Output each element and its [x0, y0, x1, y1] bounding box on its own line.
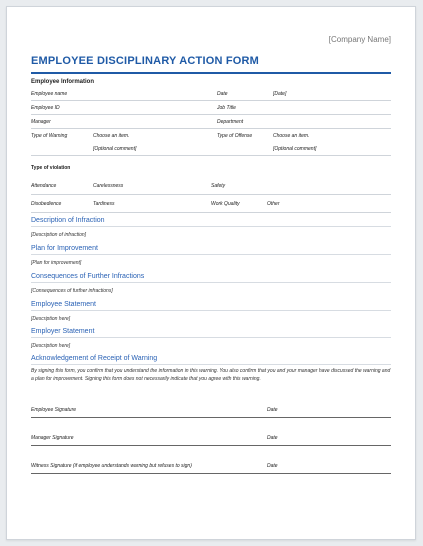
section-infraction-heading: [31, 217, 391, 227]
section-consequences-rule: [31, 282, 391, 283]
section-plan-rule: [31, 254, 391, 255]
witness-signature-date-label: Date: [267, 463, 278, 469]
violation-other[interactable]: Other: [267, 200, 280, 207]
witness-signature-label: Witness Signature (if employee understands warning but refuses to sign): [31, 463, 192, 469]
section-infraction-title: Description of Infraction: [31, 217, 105, 224]
job-title-label: Job Title: [217, 104, 236, 111]
section-plan-field[interactable]: [Plan for improvement]: [31, 260, 82, 266]
warning-comment-field[interactable]: [Optional comment]: [93, 145, 137, 152]
acknowledgement-rule: [31, 364, 391, 365]
company-name[interactable]: [Company Name]: [328, 35, 391, 44]
section-infraction-field[interactable]: [Description of infraction]: [31, 232, 87, 238]
employee-signature-date-label: Date: [267, 407, 278, 413]
offense-type-select[interactable]: Choose an item.: [273, 132, 310, 139]
violation-attendance[interactable]: Attendance: [31, 182, 57, 189]
warning-type-label: Type of Warning: [31, 132, 68, 139]
section-plan-heading: [31, 245, 391, 255]
violation-carelessness[interactable]: Carelessness: [93, 182, 124, 189]
date-label: Date: [217, 90, 228, 97]
department-label: Department: [217, 118, 244, 125]
violation-tardiness[interactable]: Tardiness: [93, 200, 115, 207]
violation-safety[interactable]: Safety: [211, 182, 226, 189]
info-row-id: [31, 101, 391, 115]
violation-work-quality[interactable]: Work Quality: [211, 200, 240, 207]
employee-signature-label: Employee Signature: [31, 407, 77, 413]
form-page: [6, 6, 416, 540]
employee-signature-line[interactable]: [31, 407, 391, 418]
offense-comment-field[interactable]: [Optional comment]: [273, 145, 317, 152]
info-row-manager: [31, 115, 391, 129]
section-employee-statement-rule: [31, 310, 391, 311]
section-employee-statement-field[interactable]: [Description here]: [31, 316, 71, 322]
section-employer-statement-field[interactable]: [Description here]: [31, 343, 71, 349]
employee-name-label: Employee name: [31, 90, 68, 97]
section-infraction-rule: [31, 226, 391, 227]
section-consequences-heading: [31, 273, 391, 283]
info-row-comments: [31, 142, 391, 156]
manager-signature-label: Manager Signature: [31, 435, 74, 441]
info-row-name: [31, 87, 391, 101]
employee-info-table: [31, 87, 391, 156]
violation-heading: Type of violation: [31, 165, 71, 171]
employee-info-heading: Employee Information: [31, 79, 95, 85]
title-rule: [31, 72, 391, 74]
acknowledgement-heading: [31, 355, 391, 365]
acknowledgement-title: Acknowledgement of Receipt of Warning: [31, 355, 158, 362]
employee-id-label: Employee ID: [31, 104, 60, 111]
section-plan-title: Plan for Improvement: [31, 245, 98, 252]
violation-table: [31, 177, 391, 213]
violation-row-2: [31, 195, 391, 213]
section-employer-statement-rule: [31, 337, 391, 338]
section-employee-statement-heading: [31, 301, 391, 311]
acknowledgement-text: By signing this form, you confirm that you understand the information in this warning. You also confirm that you and your manager have discussed the warning and a plan for improvement. Signing this form does not necessarily indicate that you agree with this warning.: [31, 368, 391, 382]
date-field[interactable]: [Date]: [273, 90, 287, 97]
section-employer-statement-title: Employer Statement: [31, 328, 95, 335]
offense-type-label: Type of Offense: [217, 132, 253, 139]
section-employer-statement-heading: [31, 328, 391, 338]
manager-label: Manager: [31, 118, 51, 125]
section-consequences-title: Consequences of Further Infractions: [31, 273, 145, 280]
section-consequences-field[interactable]: [Consequences of further infractions]: [31, 288, 113, 294]
section-employee-statement-title: Employee Statement: [31, 301, 96, 308]
manager-signature-line[interactable]: [31, 435, 391, 446]
violation-disobedience[interactable]: Disobedience: [31, 200, 62, 207]
violation-row-1: [31, 177, 391, 195]
manager-signature-date-label: Date: [267, 435, 278, 441]
witness-signature-line[interactable]: [31, 463, 391, 474]
info-row-warning: [31, 129, 391, 142]
warning-type-select[interactable]: Choose an item.: [93, 132, 130, 139]
form-title: EMPLOYEE DISCIPLINARY ACTION FORM: [31, 55, 260, 67]
